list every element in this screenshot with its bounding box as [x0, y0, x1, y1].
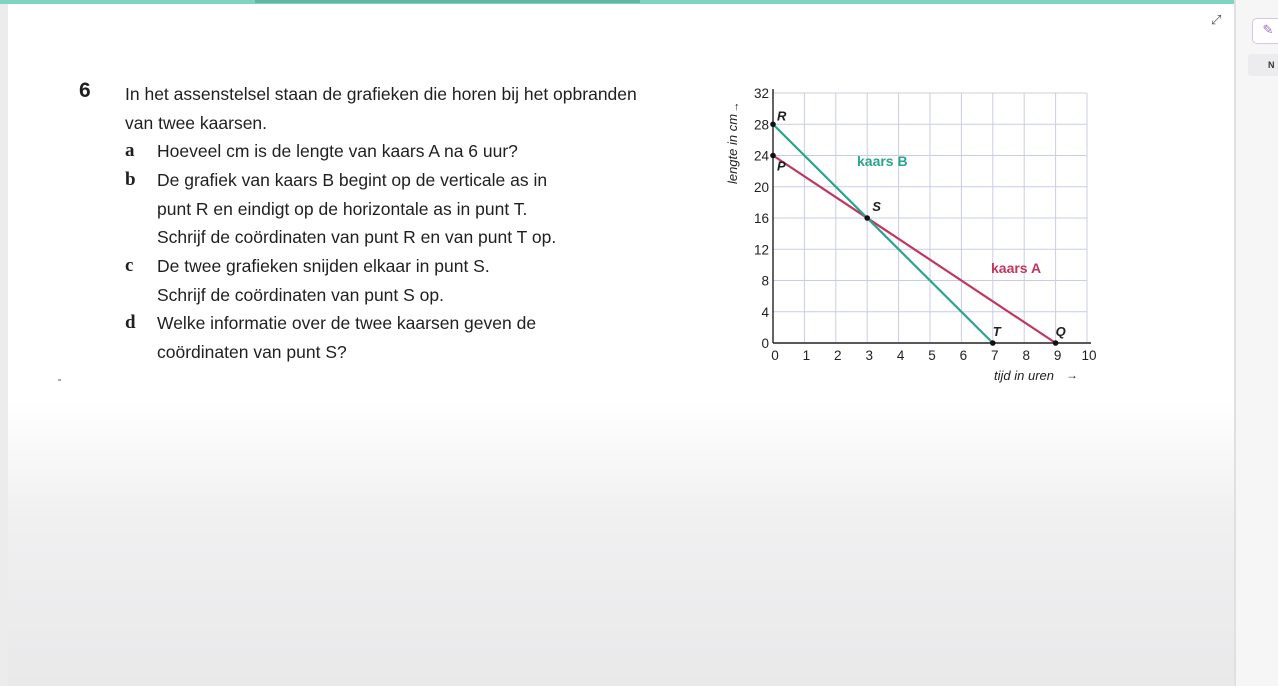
- axes: [754, 86, 1097, 363]
- y-tick-label: 12: [753, 242, 769, 258]
- y-tick-label: 28: [753, 117, 769, 133]
- point-marker: [770, 121, 776, 127]
- candle-graph: [720, 74, 1110, 394]
- series: [773, 124, 1056, 343]
- part-line: De grafiek van kaars B begint op de verticale as in: [157, 170, 548, 190]
- y-axis-arrow: ↑: [734, 101, 740, 113]
- grid: [773, 93, 1087, 343]
- series-label: kaars B: [857, 153, 908, 169]
- x-tick-label: 6: [959, 348, 968, 363]
- point-marker: [1053, 340, 1059, 346]
- y-tick-label: 24: [753, 148, 769, 164]
- x-tick-label: 0: [771, 348, 779, 363]
- part-line: Schrijf de coördinaten van punt R en van punt T op.: [157, 227, 557, 247]
- y-tick-label: 16: [753, 211, 769, 226]
- top-accent-bar: [0, 0, 1234, 4]
- part-line: Welke informatie over de twee kaarsen geven de: [157, 313, 537, 333]
- y-tick-label: 0: [761, 336, 769, 351]
- part-line: De twee grafieken snijden elkaar in punt S.: [157, 256, 490, 276]
- points: [770, 108, 1066, 346]
- y-tick-label: 20: [753, 179, 769, 195]
- right-side-panel: [1234, 0, 1278, 686]
- x-tick-label: 8: [1022, 348, 1030, 363]
- edit-icon[interactable]: ✎: [1252, 18, 1278, 44]
- y-axis-label: lengte in cm: [725, 113, 740, 185]
- part-line: coördinaten van punt S?: [157, 341, 347, 362]
- part-letter: c: [125, 255, 134, 276]
- point-label: S: [872, 199, 881, 214]
- x-tick-label: 9: [1053, 348, 1062, 363]
- x-tick-label: 2: [834, 348, 842, 363]
- part-letter: a: [125, 140, 135, 161]
- point-marker: [770, 153, 776, 159]
- x-tick-label: 1: [802, 348, 811, 363]
- x-axis-label: tijd in uren: [994, 368, 1054, 383]
- part-line: punt R en eindigt op de horizontale as in punt T.: [157, 198, 528, 219]
- x-tick-label: 4: [896, 348, 905, 363]
- point-label: Q: [1055, 324, 1066, 339]
- left-edge: [0, 4, 8, 686]
- part-letter: d: [125, 312, 136, 333]
- y-tick-label: 4: [761, 304, 769, 320]
- side-tag[interactable]: N: [1248, 54, 1278, 76]
- part-line: Schrijf de coördinaten van punt S op.: [157, 284, 444, 305]
- point-label: P: [777, 158, 786, 174]
- point-marker: [990, 340, 996, 346]
- top-accent-progress: [255, 0, 640, 3]
- x-tick-label: 5: [928, 348, 936, 363]
- x-tick-label: 7: [991, 348, 999, 363]
- series-label: kaars A: [991, 260, 1042, 276]
- stray-mark: [58, 379, 61, 381]
- question-intro: In het assenstelsel staan de grafieken die horen bij het opbranden van twee kaarsen.: [125, 84, 637, 133]
- part-letter: b: [125, 169, 136, 190]
- point-label: T: [992, 324, 1001, 339]
- x-tick-label: 10: [1081, 348, 1097, 363]
- x-tick-label: 3: [865, 348, 873, 363]
- expand-icon[interactable]: ⤢: [1211, 12, 1222, 27]
- point-marker: [864, 215, 870, 221]
- point-label: R: [777, 108, 787, 124]
- y-tick-label: 8: [761, 273, 769, 289]
- part-line: Hoeveel cm is de lengte van kaars A na 6 uur?: [157, 141, 518, 161]
- y-tick-label: 32: [753, 86, 769, 101]
- question-number: 6: [79, 79, 91, 102]
- x-axis-arrow: →: [1066, 368, 1078, 382]
